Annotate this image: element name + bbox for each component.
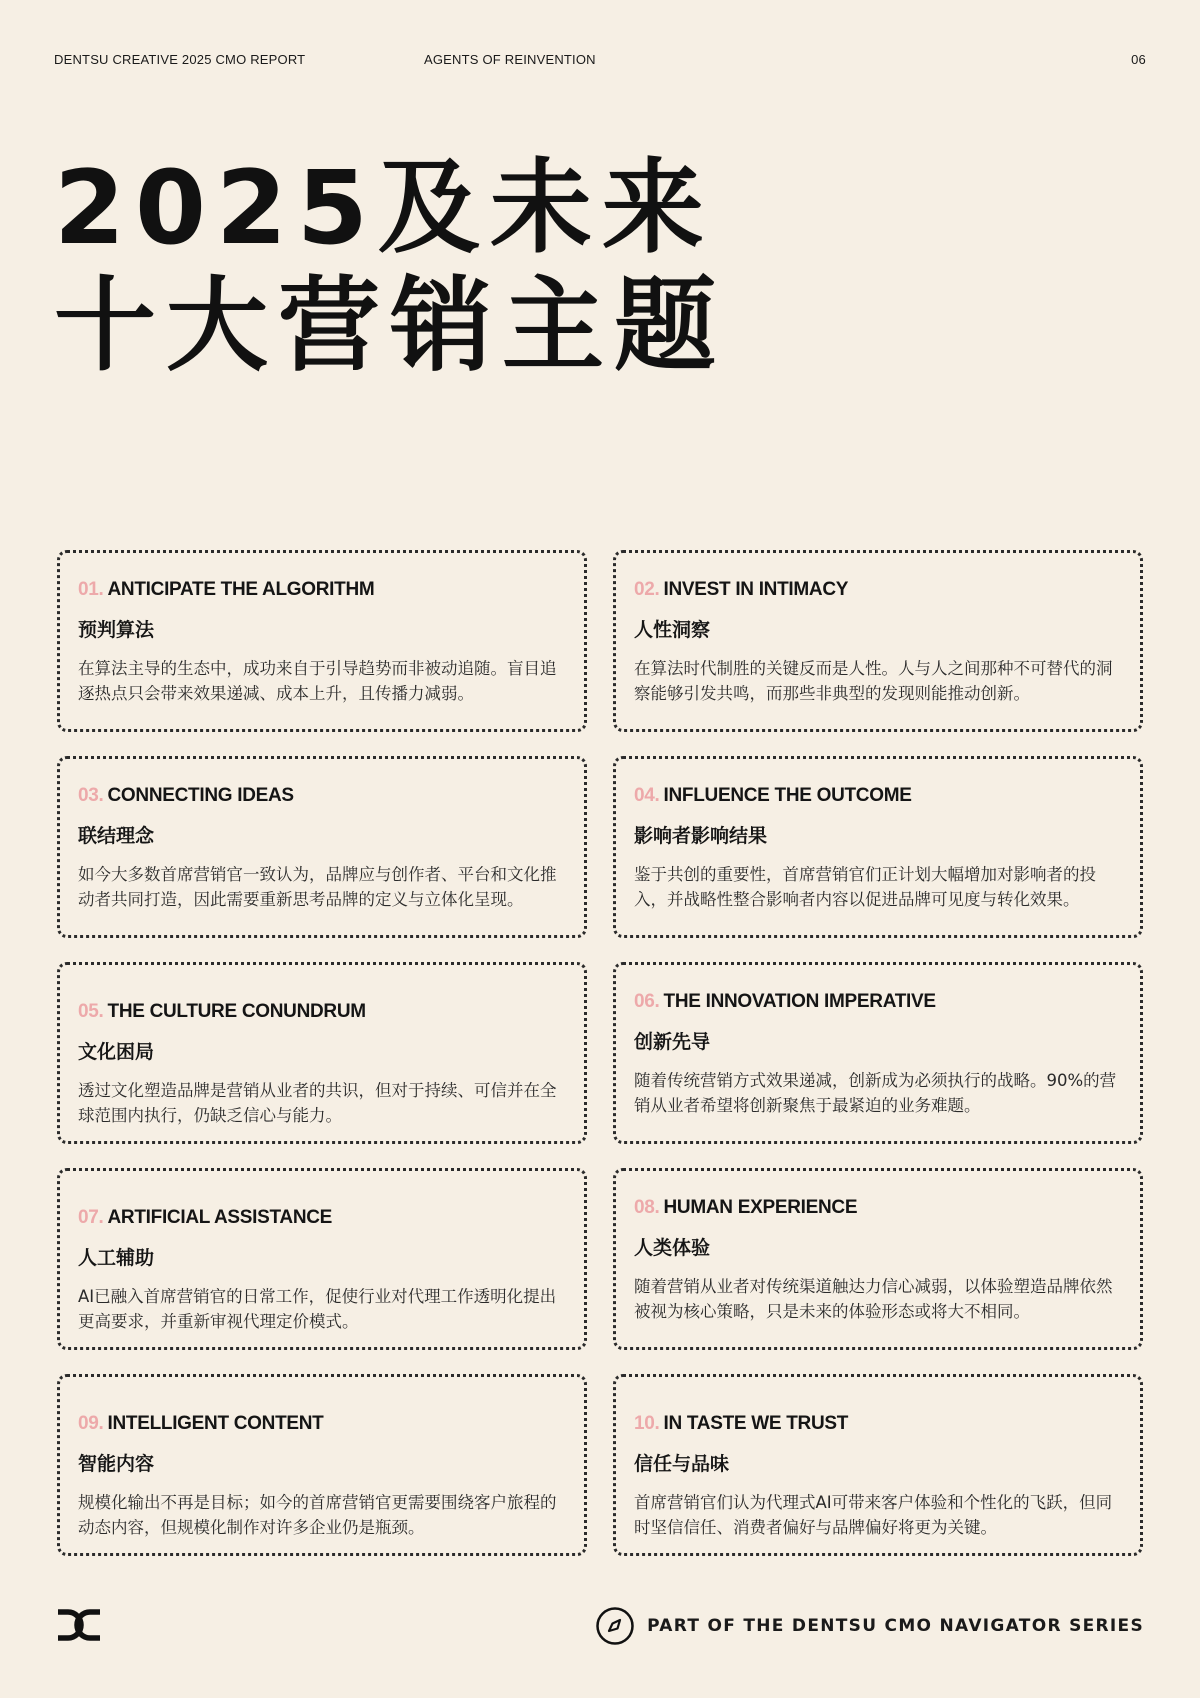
theme-title-zh: 人类体验 [634, 1237, 711, 1259]
theme-title-zh: 信任与品味 [634, 1453, 730, 1475]
theme-number: 06. [634, 991, 660, 1012]
theme-title-en [78, 1413, 564, 1435]
theme-title-zh: 预判算法 [78, 619, 155, 641]
series-badge [595, 1606, 1144, 1646]
theme-card-01 [57, 550, 587, 732]
theme-title-en [78, 1001, 564, 1023]
theme-title-zh: 智能内容 [78, 1453, 155, 1475]
report-title: DENTSU CREATIVE 2025 CMO REPORT [54, 52, 306, 67]
theme-description: 规模化输出不再是目标；如今的首席营销官更需要围绕客户旅程的动态内容，但规模化制作对许多企业仍是瓶颈。 [78, 1493, 557, 1537]
page-number: 06 [1131, 52, 1146, 67]
theme-title-en [78, 1207, 564, 1229]
theme-number: 08. [634, 1197, 660, 1218]
theme-number: 03. [78, 785, 104, 806]
theme-description: 首席营销官们认为代理式AI可带来客户体验和个性化的飞跃，但同时坚信信任、消费者偏好与品牌偏好将更为关键。 [634, 1493, 1113, 1537]
theme-title-en [634, 579, 1120, 601]
theme-card-04 [613, 756, 1143, 938]
theme-title-en-text: IN TASTE WE TRUST [663, 1413, 849, 1434]
theme-number: 02. [634, 579, 660, 600]
theme-card-09 [57, 1374, 587, 1556]
page-title-line-2: 十大营销主题 [54, 267, 726, 386]
theme-description: 鉴于共创的重要性，首席营销官们正计划大幅增加对影响者的投入，并战略性整合影响者内容以促进品牌可见度与转化效果。 [634, 865, 1096, 909]
theme-card-02 [613, 550, 1143, 732]
themes-grid [57, 550, 1143, 1555]
theme-number: 09. [78, 1413, 104, 1434]
theme-description: 随着传统营销方式效果递减，创新成为必须执行的战略。90%的营销从业者希望将创新聚焦于最紧迫的业务难题。 [634, 1071, 1117, 1115]
theme-title-en-text: ANTICIPATE THE ALGORITHM [107, 579, 375, 600]
theme-description: 在算法时代制胜的关键反而是人性。人与人之间那种不可替代的洞察能够引发共鸣，而那些非典型的发现则能推动创新。 [634, 659, 1113, 703]
theme-title-zh: 创新先导 [634, 1031, 711, 1053]
theme-title-en-text: CONNECTING IDEAS [107, 785, 294, 806]
theme-title-en-text: INTELLIGENT CONTENT [107, 1413, 324, 1434]
theme-title-en [634, 785, 1120, 807]
theme-title-zh: 影响者影响结果 [634, 825, 768, 847]
theme-number: 05. [78, 1001, 104, 1022]
theme-title-en-text: INVEST IN INTIMACY [663, 579, 849, 600]
theme-title-en-text: THE CULTURE CONUNDRUM [107, 1001, 366, 1022]
series-text: PART OF THE DENTSU CMO NAVIGATOR SERIES [647, 1616, 1144, 1636]
theme-title-en [78, 579, 564, 601]
dc-logo-icon [54, 1608, 104, 1642]
page-title-line-1: 2025及未来 [54, 149, 714, 268]
theme-title-en [634, 1413, 1120, 1435]
theme-description: 在算法主导的生态中，成功来自于引导趋势而非被动追随。盲目追逐热点只会带来效果递减、成本上升，且传播力减弱。 [78, 659, 557, 703]
theme-title-en [634, 991, 1120, 1013]
theme-description: 透过文化塑造品牌是营销从业者的共识，但对于持续、可信并在全球范围内执行，仍缺乏信心与能力。 [78, 1081, 557, 1125]
theme-card-05 [57, 962, 587, 1144]
page-header [54, 52, 1146, 72]
theme-description: AI已融入首席营销官的日常工作，促使行业对代理工作透明化提出更高要求，并重新审视代理定价模式。 [78, 1287, 557, 1331]
theme-title-zh: 人工辅助 [78, 1247, 155, 1269]
theme-number: 07. [78, 1207, 104, 1228]
theme-card-10 [613, 1374, 1143, 1556]
page-title [54, 150, 726, 386]
theme-description: 如今大多数首席营销官一致认为，品牌应与创作者、平台和文化推动者共同打造，因此需要重新思考品牌的定义与立体化呈现。 [78, 865, 557, 909]
theme-title-en-text: ARTIFICIAL ASSISTANCE [107, 1207, 333, 1228]
theme-title-zh: 人性洞察 [634, 619, 711, 641]
theme-title-en-text: HUMAN EXPERIENCE [663, 1197, 858, 1218]
theme-number: 10. [634, 1413, 660, 1434]
theme-title-zh: 文化困局 [78, 1041, 155, 1063]
theme-title-en-text: INFLUENCE THE OUTCOME [663, 785, 912, 806]
theme-title-zh: 联结理念 [78, 825, 155, 847]
report-subtitle: AGENTS OF REINVENTION [424, 52, 596, 67]
theme-number: 04. [634, 785, 660, 806]
theme-description: 随着营销从业者对传统渠道触达力信心减弱，以体验塑造品牌依然被视为核心策略，只是未来的体验形态或将大不相同。 [634, 1277, 1113, 1321]
theme-card-08 [613, 1168, 1143, 1350]
compass-icon [595, 1606, 635, 1646]
theme-title-en [78, 785, 564, 807]
theme-number: 01. [78, 579, 104, 600]
theme-card-07 [57, 1168, 587, 1350]
theme-title-en-text: THE INNOVATION IMPERATIVE [663, 991, 936, 1012]
theme-card-03 [57, 756, 587, 938]
theme-card-06 [613, 962, 1143, 1144]
theme-title-en [634, 1197, 1120, 1219]
